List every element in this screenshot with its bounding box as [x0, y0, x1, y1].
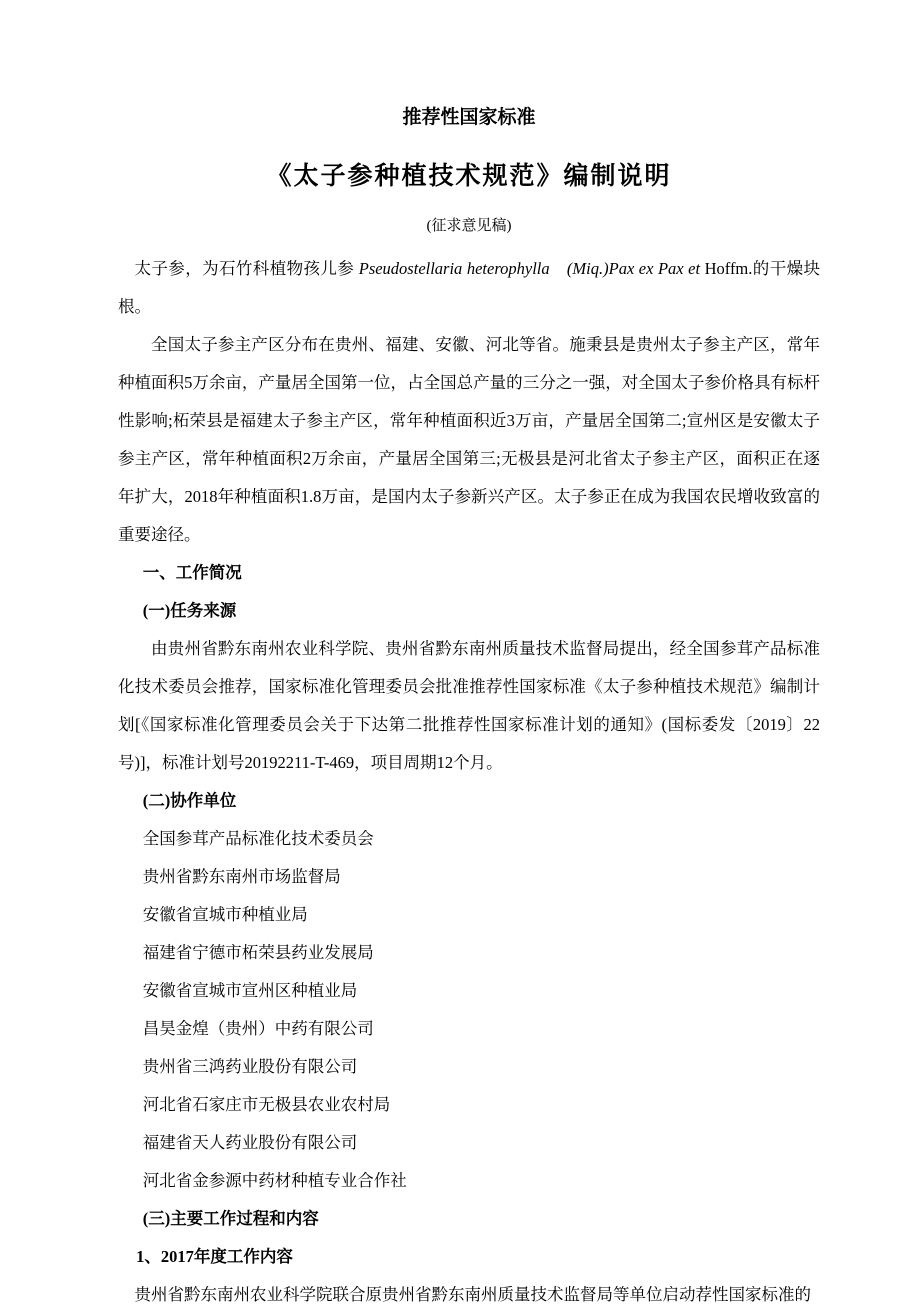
species-author-abbrev: Hoffm. — [704, 259, 753, 278]
subsection-heading-cooperating-units: (二)协作单位 — [142, 791, 237, 810]
partner-list-item: 河北省石家庄市无极县农业农村局 — [142, 1095, 391, 1114]
partner-list-item: 全国参茸产品标准化技术委员会 — [142, 829, 374, 848]
intro-overview-paragraph: 全国太子参主产区分布在贵州、福建、安徽、河北等省。施秉县是贵州太子参主产区，常年种植面积5万余亩，产量居全国第一位，占全国总产量的三分之一强，对全国太子参价格具有标杆性影响;柘荣县是福建太子参主产区，常年种植面积近3万亩，产量居全国第二;宣州区是安徽太子参主产区，常年种植面积2万余亩，产量居全国第三;无极县是河北省太子参主产区，面积正在逐年扩大，2018年种植面积1.8万亩，是国内太子参新兴产区。太子参正在成为我国农民增收致富的重要途径。 — [118, 335, 820, 544]
doc-title-main: 《太子参种植技术规范》编制说明 — [266, 162, 672, 190]
subsection-heading-work-process: (三)主要工作过程和内容 — [142, 1209, 319, 1228]
partner-list-item: 安徽省宣城市种植业局 — [142, 905, 308, 924]
intro-species-paragraph — [118, 250, 820, 326]
doc-title-standard-type: 推荐性国家标准 — [402, 107, 536, 128]
partner-list-item: 昌昊金煌（贵州）中药有限公司 — [142, 1019, 374, 1038]
partner-list-item: 贵州省黔东南州市场监督局 — [142, 867, 341, 886]
partner-list-item: 河北省金参源中药材种植专业合作社 — [142, 1171, 407, 1190]
partner-list-item: 贵州省三鸿药业股份有限公司 — [142, 1057, 358, 1076]
partner-list-item: 福建省天人药业股份有限公司 — [142, 1133, 358, 1152]
section-heading-work-overview: 一、工作简况 — [142, 563, 242, 582]
subsection-heading-2017-work: 1、2017年度工作内容 — [136, 1247, 293, 1266]
species-latin-name: Pseudostellaria heterophylla (Miq.)Pax ex Pax et — [358, 259, 705, 278]
draft-note: (征求意见稿) — [426, 218, 512, 234]
partner-list-item: 福建省宁德市柘荣县药业发展局 — [142, 943, 374, 962]
subsection-heading-task-source: (一)任务来源 — [142, 601, 237, 620]
task-source-paragraph: 由贵州省黔东南州农业科学院、贵州省黔东南州质量技术监督局提出，经全国参茸产品标准化技术委员会推荐，国家标准化管理委员会批准推荐性国家标准《太子参种植技术规范》编制计划[《国家标准化管理委员会关于下达第二批推荐性国家标准计划的通知》(国标委发〔2019〕22号)]，标准计划号20192211-T-469，项目周期12个月。 — [118, 639, 820, 772]
work-2017-paragraph: 贵州省黔东南州农业科学院联合原贵州省黔东南州质量技术监督局等单位启动荐性国家标准的 — [134, 1285, 811, 1304]
species-text-post: 的干燥块根。 — [118, 259, 821, 316]
species-text-pre: 太子参，为石竹科植物孩儿参 — [134, 259, 359, 278]
partner-list-item: 安徽省宣城市宣州区种植业局 — [142, 981, 358, 1000]
